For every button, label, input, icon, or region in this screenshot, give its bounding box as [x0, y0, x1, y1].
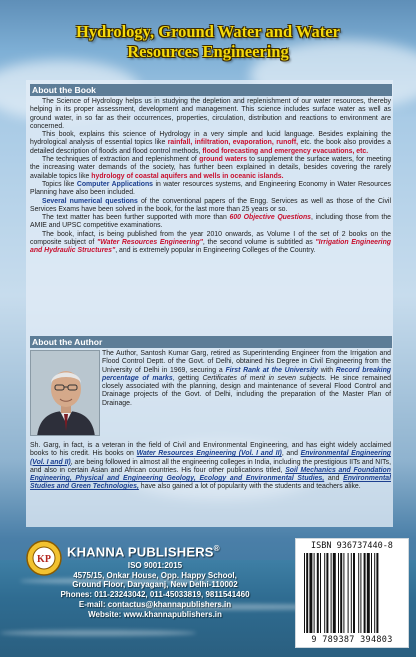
about-book-text [30, 98, 391, 256]
publisher-logo [26, 540, 62, 576]
about-book-paragraph: The Science of Hydrology helps us in studying the depletion and replenishment of our water resources, thereby helping in its proper assessment, development and management. This science includes surface water as well as ground water, in so far as their occurrences, properties, circulation, distribution and reactions to environment are concerned. [30, 98, 391, 130]
isbn-number: ISBN 936737440-8 [311, 541, 393, 551]
publisher-website: Website: www.khannapublishers.in [88, 609, 222, 619]
publisher-address-2: Ground Floor, Daryaganj, New Delhi-110002 [72, 580, 238, 590]
about-book-paragraph: Several numerical questions of the conventional papers of the Engg. Services as well as those of the Civil Services Exams have been solved in the book, for the last more than 25 years or so. [30, 197, 391, 213]
about-author-text-continued [30, 442, 391, 492]
about-book-paragraph: The techniques of extraction and replenishment of ground waters to supplement the surface waters, for meeting the increasing water demands of the society, has further been explained in details, besides covering the rarely available topics like hydrology of coastal aquifers and wells in oceanic islands. [30, 156, 391, 180]
about-book-paragraph: Topics like Computer Applications in water resources systems, and Engineering Economy in Water Resources Planning have also been included. [30, 180, 391, 197]
publisher-email: E-mail: contactus@khannapublishers.in [78, 599, 232, 609]
publisher-address-1: 4575/15, Onkar House, Opp. Happy School, [73, 570, 237, 580]
publisher-phones: Phones: 011-23243042, 011-45033819, 9811541460 [60, 590, 250, 600]
barcode-bars [304, 553, 402, 633]
about-book-paragraph: The text matter has been further supported with more than 600 Objective Questions, including those from the AMIE and UPSC competitive examinations. [30, 214, 391, 230]
about-author-text [102, 350, 391, 408]
publisher-name: KHANNA PUBLISHERS® [67, 544, 220, 560]
about-author-heading: About the Author [30, 336, 392, 348]
author-photo [30, 350, 100, 436]
title-line-2: Resources Engineering [127, 42, 289, 61]
title-line-1: Hydrology, Ground Water and Water [76, 22, 340, 41]
book-title [0, 22, 416, 62]
publisher-details [60, 561, 250, 619]
about-author-paragraph: Sh. Garg, in fact, is a veteran in the field of Civil and Environmental Engineering, and has eight widely acclaimed books to his credit. His books on Water Resources Engineering (Vol. I and II), and Environmental Engineering (Vol. I and II), are being followed in almost all the engineering colleges in India, including the prestigious IITs and NITs, and also in certain Asian and African countries. His four other publications titled, Soil Mechanics and Foundation Engineering, Physical and Engineering Geology, Ecology and Environmental Studies, and Environmental Studies and Green Technologies, have also gained a lot of popularity with the students and teachers alike. [30, 442, 391, 491]
about-book-paragraph: The book, infact, is being published from the year 2010 onwards, as Volume I of the set of 2 books on the composite subject of "Water Resources Engineering", the second volume is subtitled as "Irrigation Engineering and Hydraulic Structures", and is extremely popular in Engineering Colleges of the Country. [30, 230, 392, 255]
barcode [295, 538, 409, 648]
logo-text: KP [37, 554, 51, 565]
ean-number: 9 789387 394803 [311, 635, 393, 645]
about-book-heading: About the Book [30, 84, 392, 96]
publisher-iso: ISO 9001:2015 [127, 561, 183, 570]
about-author-paragraph: The Author, Santosh Kumar Garg, retired as Superintending Engineer from the Irrigation and Flood Control Deptt. of the Govt. of Delhi, obtained his Degree in Civil Engineering from the University of Delhi in 1969, securing a First Rank at the University with Record breaking percentage of marks, getting Certificates of merit in seven subjects. He since remained closely associated with the planning, design and maintenance of several Flood Control and Drainage projects of the Govt. of Delhi, including the preparation of the Master Plan of Drainage. [102, 350, 392, 407]
about-book-paragraph: This book, explains this science of Hydrology in a very simple and lucid language. Besides explaining the hydrological analysis of essential topics like rainfall, infiltration, evaporation, runoff, etc. the book also provides a detailed description of floods and flood control methods, flood forecasting and emergency evacuations, etc. [30, 131, 391, 155]
